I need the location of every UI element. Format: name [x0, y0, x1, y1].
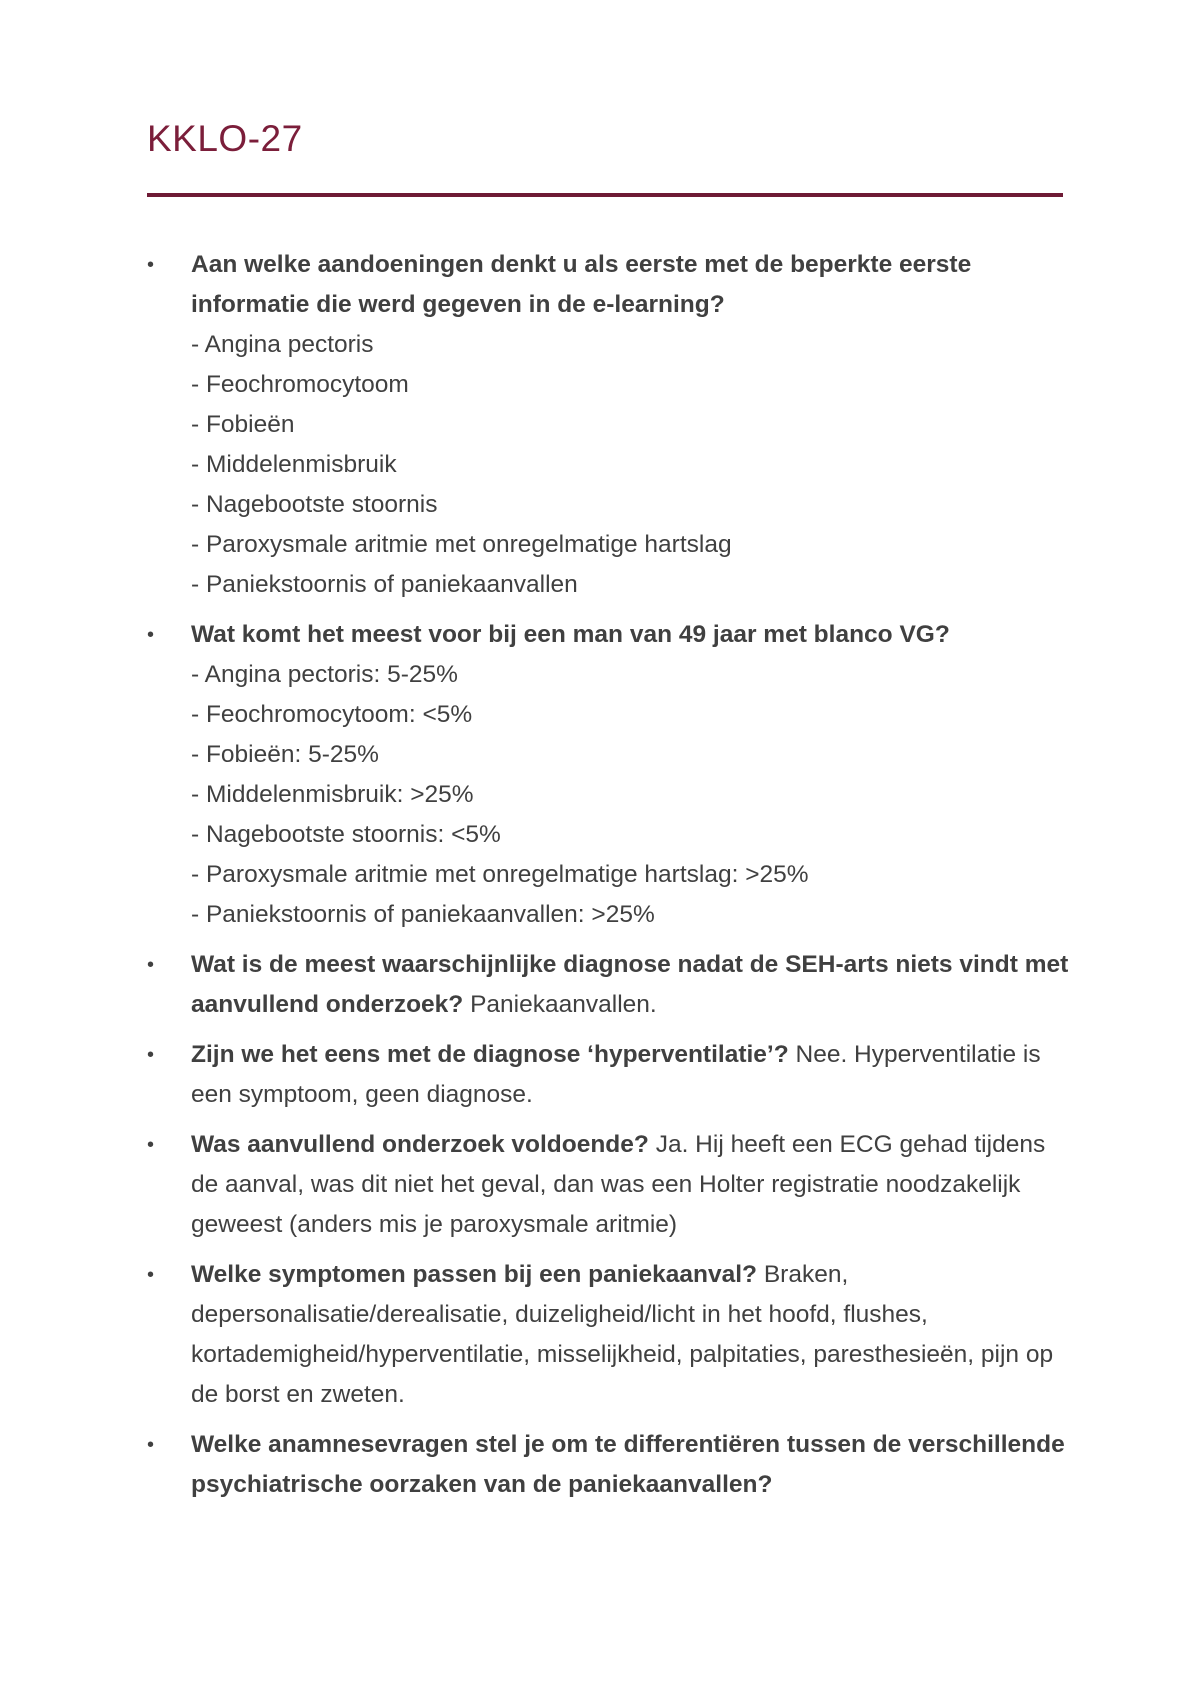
question-item — [147, 1425, 1077, 1505]
answer-item: - Fobieën: 5-25% — [191, 741, 379, 768]
question-item — [147, 245, 1077, 605]
question-item — [147, 615, 1077, 935]
answer-text: Nee. Hyperventilatie is een symptoom, geen diagnose. — [191, 1041, 1041, 1108]
answer-item: - Middelenmisbruik: >25% — [191, 781, 474, 808]
question-text: Was aanvullend onderzoek voldoende? — [191, 1131, 649, 1158]
answer-item: - Nagebootste stoornis: <5% — [191, 821, 501, 848]
question-text: Welke symptomen passen bij een paniekaanval? — [191, 1261, 757, 1288]
question-item — [147, 1125, 1077, 1245]
answer-item: - Paniekstoornis of paniekaanvallen: >25% — [191, 901, 655, 928]
question-text: Aan welke aandoeningen denkt u als eerste met de beperkte eerste informatie die werd gegeven in de e-learning? — [191, 251, 972, 318]
answer-item: - Paroxysmale aritmie met onregelmatige hartslag — [191, 531, 732, 558]
bullet-icon: • — [147, 1434, 155, 1456]
bullet-icon: • — [147, 624, 155, 646]
answer-item: - Paroxysmale aritmie met onregelmatige hartslag: >25% — [191, 861, 809, 888]
question-text: Wat is de meest waarschijnlijke diagnose nadat de SEH-arts niets vindt met aanvullend onderzoek? — [191, 951, 1069, 1018]
document-title: KKLO-27 — [147, 118, 303, 159]
bullet-icon: • — [147, 254, 155, 276]
question-text: Wat komt het meest voor bij een man van 49 jaar met blanco VG? — [191, 621, 950, 648]
title-divider — [147, 193, 1063, 197]
answer-item: - Feochromocytoom — [191, 371, 409, 398]
answer-item: - Middelenmisbruik — [191, 451, 397, 478]
question-item — [147, 945, 1077, 1025]
question-text: Welke anamnesevragen stel je om te differentiëren tussen de verschillende psychiatrische oorzaken van de paniekaanvallen? — [191, 1431, 1065, 1498]
answer-text: Braken, depersonalisatie/derealisatie, duizeligheid/licht in het hoofd, flushes, kortademigheid/hyperventilatie, misselijkheid, palpitaties, paresthesieën, pijn op de borst en zweten. — [191, 1261, 1054, 1408]
bullet-icon: • — [147, 954, 155, 976]
question-item — [147, 1035, 1077, 1115]
answer-item: - Paniekstoornis of paniekaanvallen — [191, 571, 578, 598]
bullet-icon: • — [147, 1044, 155, 1066]
question-item — [147, 1255, 1077, 1415]
answer-item: - Nagebootste stoornis — [191, 491, 438, 518]
question-text: Zijn we het eens met de diagnose ‘hyperventilatie’? — [191, 1041, 789, 1068]
answer-item: - Fobieën — [191, 411, 295, 438]
answer-text: Ja. Hij heeft een ECG gehad tijdens de aanval, was dit niet het geval, dan was een Holter registratie noodzakelijk geweest (anders mis je paroxysmale aritmie) — [191, 1131, 1046, 1238]
bullet-icon: • — [147, 1264, 155, 1286]
answer-item: - Angina pectoris — [191, 331, 374, 358]
answer-text: Paniekaanvallen. — [470, 991, 657, 1018]
question-list — [147, 245, 1077, 1515]
answer-item: - Angina pectoris: 5-25% — [191, 661, 458, 688]
bullet-icon: • — [147, 1134, 155, 1156]
answer-item: - Feochromocytoom: <5% — [191, 701, 473, 728]
